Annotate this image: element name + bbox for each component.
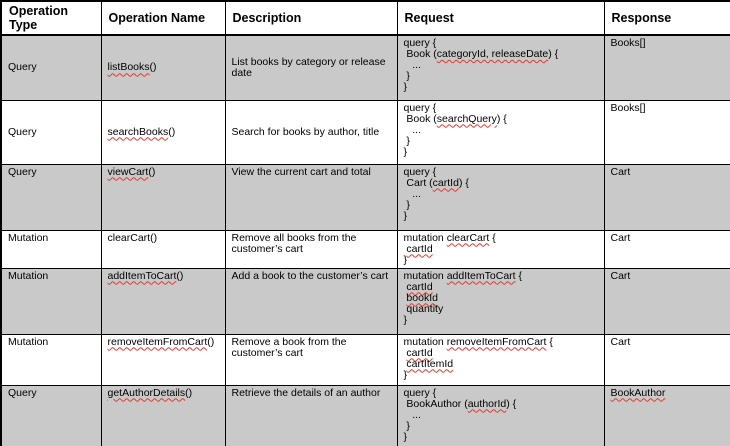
- cell-operation-type: Query: [1, 100, 101, 164]
- cell-response: [604, 164, 730, 230]
- spellcheck-flagged-text: categoryId, releaseDate: [436, 48, 549, 60]
- text-segment: query {: [403, 165, 437, 178]
- header-operation-name: Operation Name: [101, 1, 225, 35]
- text-segment: ) {: [496, 112, 507, 125]
- code-line: [404, 114, 599, 125]
- header-row: [1, 1, 730, 35]
- header-description: Description: [225, 1, 397, 35]
- text-segment: }: [403, 134, 410, 147]
- text-segment: {: [546, 335, 553, 348]
- cell-operation-type: Mutation: [1, 334, 101, 385]
- text-segment: }: [403, 198, 410, 211]
- cell-operation-name: [101, 385, 225, 446]
- spellcheck-flagged-text: bookId: [406, 291, 438, 304]
- text-segment: (): [148, 165, 156, 178]
- text-segment: query {: [403, 101, 437, 114]
- cell-response: [604, 35, 730, 100]
- text-segment: Books[]: [610, 101, 646, 114]
- cell-description: Retrieve the details of an author: [225, 385, 397, 446]
- code-line: [404, 71, 599, 82]
- text-segment: (): [185, 386, 193, 399]
- cell-request: [397, 230, 604, 268]
- text-segment: }: [403, 313, 408, 326]
- table-row: [1, 35, 730, 100]
- text-segment: quantity: [403, 302, 444, 315]
- cell-response: [604, 100, 730, 164]
- text-segment: }: [403, 81, 408, 93]
- text-segment: Cart: [610, 231, 631, 244]
- header-request: Request: [397, 1, 604, 35]
- text-segment: (): [149, 61, 157, 74]
- code-line: [404, 49, 599, 60]
- code-line: [404, 233, 599, 244]
- spellcheck-flagged-text: removeItemFromCart: [107, 335, 208, 348]
- spellcheck-flagged-text: removeItemFromCart: [446, 335, 547, 348]
- table-row: [1, 230, 730, 268]
- cell-description: Remove a book from the customer’s cart: [225, 334, 397, 385]
- text-segment: Books[]: [610, 37, 646, 49]
- cell-request: [397, 100, 604, 164]
- code-line: [404, 410, 599, 421]
- cell-operation-name: [101, 35, 225, 100]
- spellcheck-flagged-text: cartId: [406, 242, 433, 255]
- text-segment: ...: [403, 408, 422, 421]
- cell-operation-name: [101, 230, 225, 268]
- spellcheck-flagged-text: clearCart: [446, 231, 490, 244]
- text-segment: Cart: [610, 335, 631, 348]
- code-line: [404, 244, 599, 255]
- cell-description: Add a book to the customer’s cart: [225, 268, 397, 334]
- code-line: [404, 189, 599, 200]
- spellcheck-flagged-text: cartId: [406, 280, 433, 293]
- cell-operation-type: Query: [1, 164, 101, 230]
- text-segment: ...: [403, 59, 422, 71]
- text-segment: mutation: [403, 269, 447, 282]
- cell-operation-name: [101, 268, 225, 334]
- spellcheck-flagged-text: searchBooks: [107, 125, 169, 138]
- spellcheck-flagged-text: searchQuery: [436, 112, 497, 125]
- text-segment: {: [489, 231, 496, 244]
- text-segment: {: [515, 269, 523, 282]
- code-line: [404, 271, 599, 282]
- code-line: [404, 359, 599, 370]
- cell-description: View the current cart and total: [225, 164, 397, 230]
- spellcheck-flagged-text: BookAuthor: [610, 386, 666, 399]
- code-line: [404, 337, 599, 348]
- text-segment: Cart (: [403, 176, 433, 189]
- code-line: [404, 60, 599, 71]
- code-line: [404, 399, 599, 410]
- spellcheck-flagged-text: listBooks: [107, 61, 150, 74]
- spellcheck-flagged-text: cartId: [432, 176, 459, 189]
- spellcheck-flagged-text: getAuthorDetails: [107, 386, 186, 399]
- text-segment: }: [403, 430, 408, 443]
- text-segment: }: [403, 368, 408, 381]
- text-segment: }: [403, 70, 410, 82]
- cell-operation-type: Mutation: [1, 230, 101, 268]
- cell-operation-name: [101, 164, 225, 230]
- table-row: [1, 164, 730, 230]
- cell-operation-name: [101, 334, 225, 385]
- cell-operation-type: Mutation: [1, 268, 101, 334]
- text-segment: }: [403, 253, 408, 266]
- code-line: [404, 136, 599, 147]
- spellcheck-flagged-text: addItemToCart: [107, 269, 177, 282]
- text-segment: query {: [403, 37, 437, 49]
- text-segment: Book (: [403, 48, 437, 60]
- spellcheck-flagged-text: addItemToCart: [446, 269, 516, 282]
- text-segment: (): [207, 335, 215, 348]
- cell-request: [397, 164, 604, 230]
- text-segment: ...: [403, 187, 422, 200]
- cell-response: [604, 385, 730, 446]
- text-segment: clearCart(): [107, 231, 158, 244]
- cell-description: List books by category or release date: [225, 35, 397, 100]
- cell-request: [397, 35, 604, 100]
- table-row: [1, 100, 730, 164]
- table-body: [1, 35, 730, 446]
- text-segment: mutation: [403, 231, 447, 244]
- table-row: [1, 334, 730, 385]
- text-segment: query {: [403, 386, 437, 399]
- cell-description: Remove all books from the customer’s cart: [225, 230, 397, 268]
- code-line: [404, 315, 599, 326]
- text-segment: ) {: [458, 176, 469, 189]
- cell-operation-type: Query: [1, 35, 101, 100]
- code-line: [404, 211, 599, 222]
- code-line: [404, 147, 599, 158]
- cell-request: [397, 268, 604, 334]
- code-line: [404, 200, 599, 211]
- spellcheck-flagged-text: cartItemId: [406, 357, 454, 370]
- text-segment: Cart: [610, 165, 631, 178]
- spellcheck-flagged-text: cartId: [406, 346, 433, 359]
- cell-response: [604, 268, 730, 334]
- cell-response: [604, 334, 730, 385]
- text-segment: (): [176, 269, 184, 282]
- code-line: [404, 370, 599, 381]
- text-segment: ) {: [506, 397, 517, 410]
- text-segment: BookAuthor (: [403, 397, 468, 410]
- cell-request: [397, 385, 604, 446]
- text-segment: }: [403, 209, 408, 222]
- code-line: [404, 304, 599, 315]
- cell-operation-name: [101, 100, 225, 164]
- code-line: [404, 255, 599, 266]
- code-line: [404, 432, 599, 443]
- text-segment: mutation: [403, 335, 447, 348]
- cell-request: [397, 334, 604, 385]
- code-line: [404, 125, 599, 136]
- code-line: [404, 82, 599, 93]
- text-segment: Cart: [610, 269, 631, 282]
- spellcheck-flagged-text: viewCart: [107, 165, 149, 178]
- text-segment: }: [403, 145, 408, 158]
- spellcheck-flagged-text: authorId: [467, 397, 507, 410]
- header-response: Response: [604, 1, 730, 35]
- code-line: [404, 178, 599, 189]
- header-operation-type: Operation Type: [1, 1, 101, 35]
- text-segment: Book (: [403, 112, 437, 125]
- table-header: [1, 1, 730, 35]
- text-segment: ) {: [548, 48, 559, 60]
- text-segment: (): [168, 125, 176, 138]
- table-row: [1, 385, 730, 446]
- table-row: [1, 268, 730, 334]
- code-line: [404, 421, 599, 432]
- text-segment: ...: [403, 123, 422, 136]
- cell-response: [604, 230, 730, 268]
- text-segment: }: [403, 419, 410, 432]
- cell-description: Search for books by author, title: [225, 100, 397, 164]
- cell-operation-type: Query: [1, 385, 101, 446]
